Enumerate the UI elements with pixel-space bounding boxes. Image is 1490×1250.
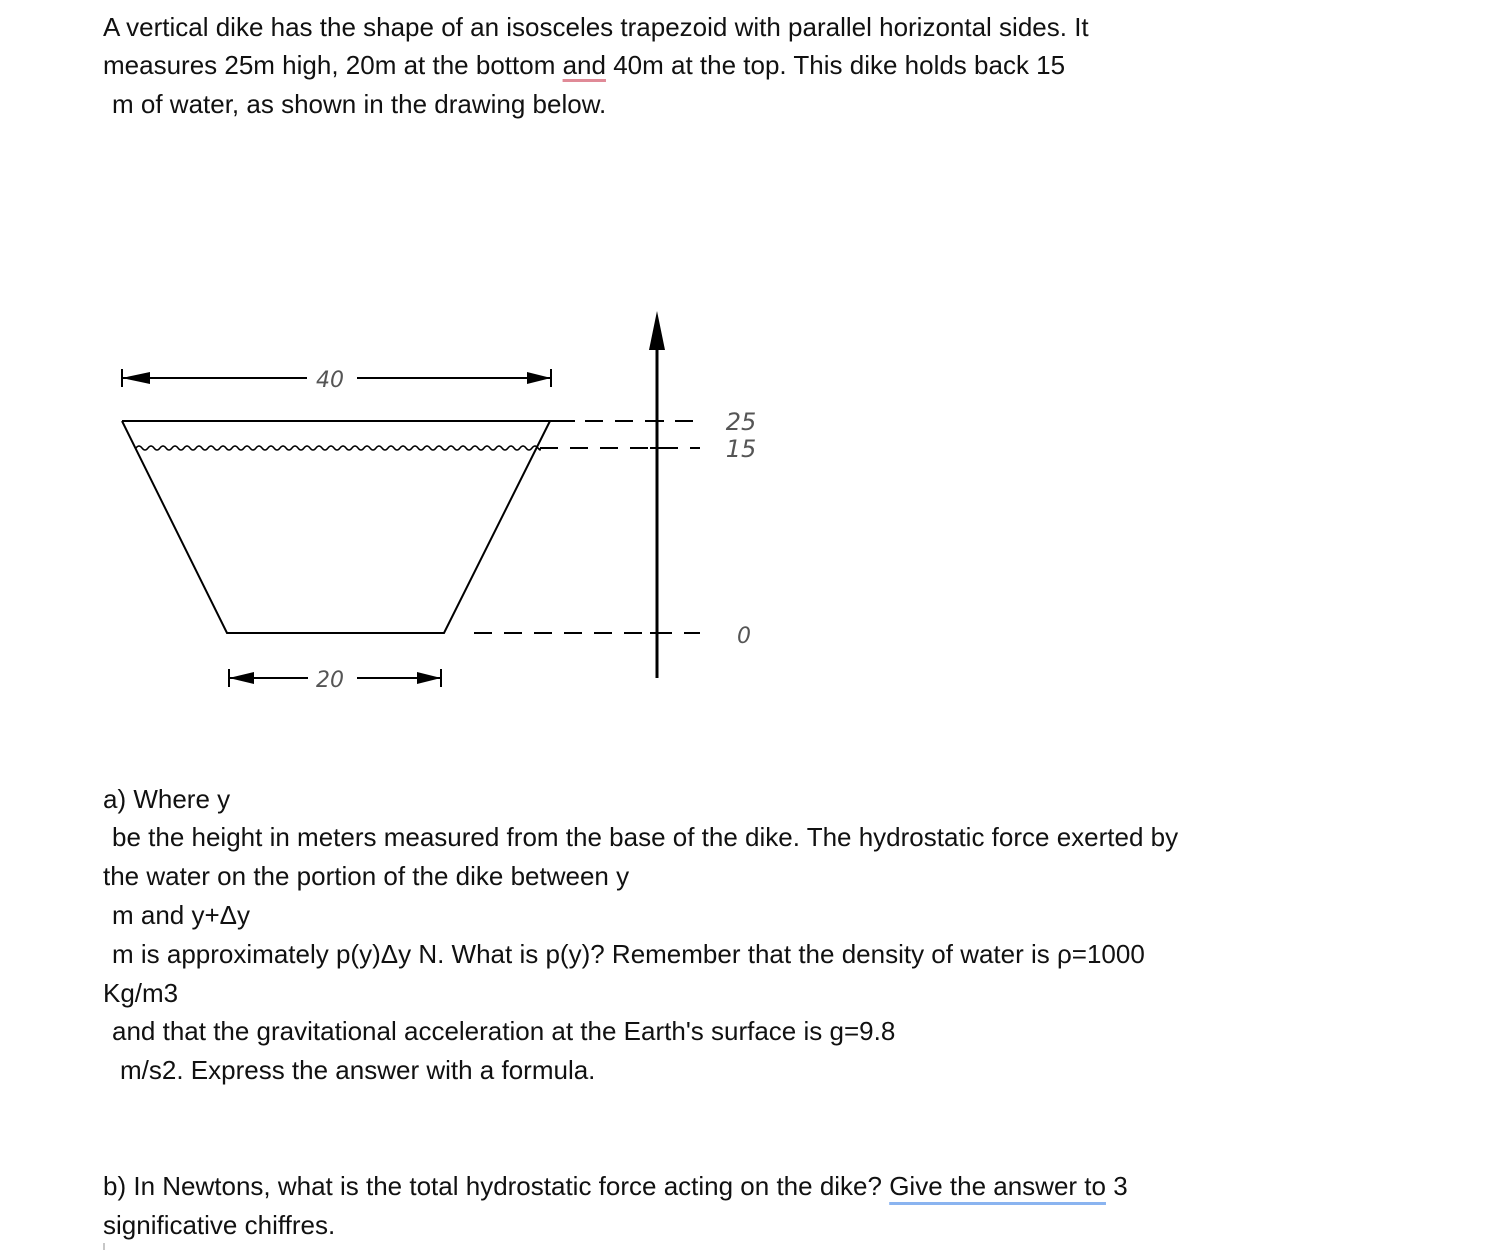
height-axis (649, 311, 665, 678)
intro-line-1: A vertical dike has the shape of an isosceles trapezoid with parallel horizontal sides. It (103, 12, 1089, 42)
part-a-line-5: m is approximately p(y)Δy N. What is p(y)? Remember that the density of water is ρ=1000 (112, 939, 1145, 969)
intro-line-3: m of water, as shown in the drawing below. (112, 89, 607, 119)
part-a-line-7: and that the gravitational acceleration at the Earth's surface is g=9.8 (112, 1016, 896, 1046)
water-level-label: 15 (725, 435, 757, 463)
part-a-line-4: m and y+Δy (112, 900, 251, 930)
part-a-line-2: be the height in meters measured from the base of the dike. The hydrostatic force exerted by (112, 822, 1179, 852)
dike-outline (122, 421, 550, 633)
bottom-width-dimension (229, 668, 441, 693)
level-guides (474, 421, 700, 633)
part-b-line-1-start: b) In Newtons, what is the total hydrostatic force acting on the dike? (103, 1171, 890, 1201)
part-b-line-2: significative chiffres. (103, 1210, 336, 1240)
top-width-dimension (122, 368, 551, 393)
height-label: 25 (725, 408, 757, 436)
base-label: 0 (737, 624, 751, 649)
grammar-flag[interactable]: Give the answer to (889, 1171, 1106, 1201)
intro-line-2-end: 40m at the top. This dike holds back 15 (605, 50, 1066, 80)
part-b-line-1 (103, 1167, 1128, 1206)
axis-arrowhead (649, 311, 665, 350)
part-a-line-1: a) Where y (103, 784, 231, 814)
text-cursor (103, 1243, 105, 1250)
intro-line-2-start: measures 25m high, 20m at the bottom (103, 50, 563, 80)
bottom-width-label: 20 (316, 668, 344, 693)
part-a-line-8: m/s2. Express the answer with a formula. (120, 1055, 596, 1085)
water-surface (136, 446, 540, 450)
spellcheck-flag[interactable]: and (562, 50, 606, 80)
part-b-line-1-end: 3 (1105, 1171, 1128, 1201)
part-a-line-3: the water on the portion of the dike between y (103, 861, 630, 891)
top-width-label: 40 (316, 368, 344, 393)
part-a-line-6: Kg/m3 (103, 978, 179, 1008)
